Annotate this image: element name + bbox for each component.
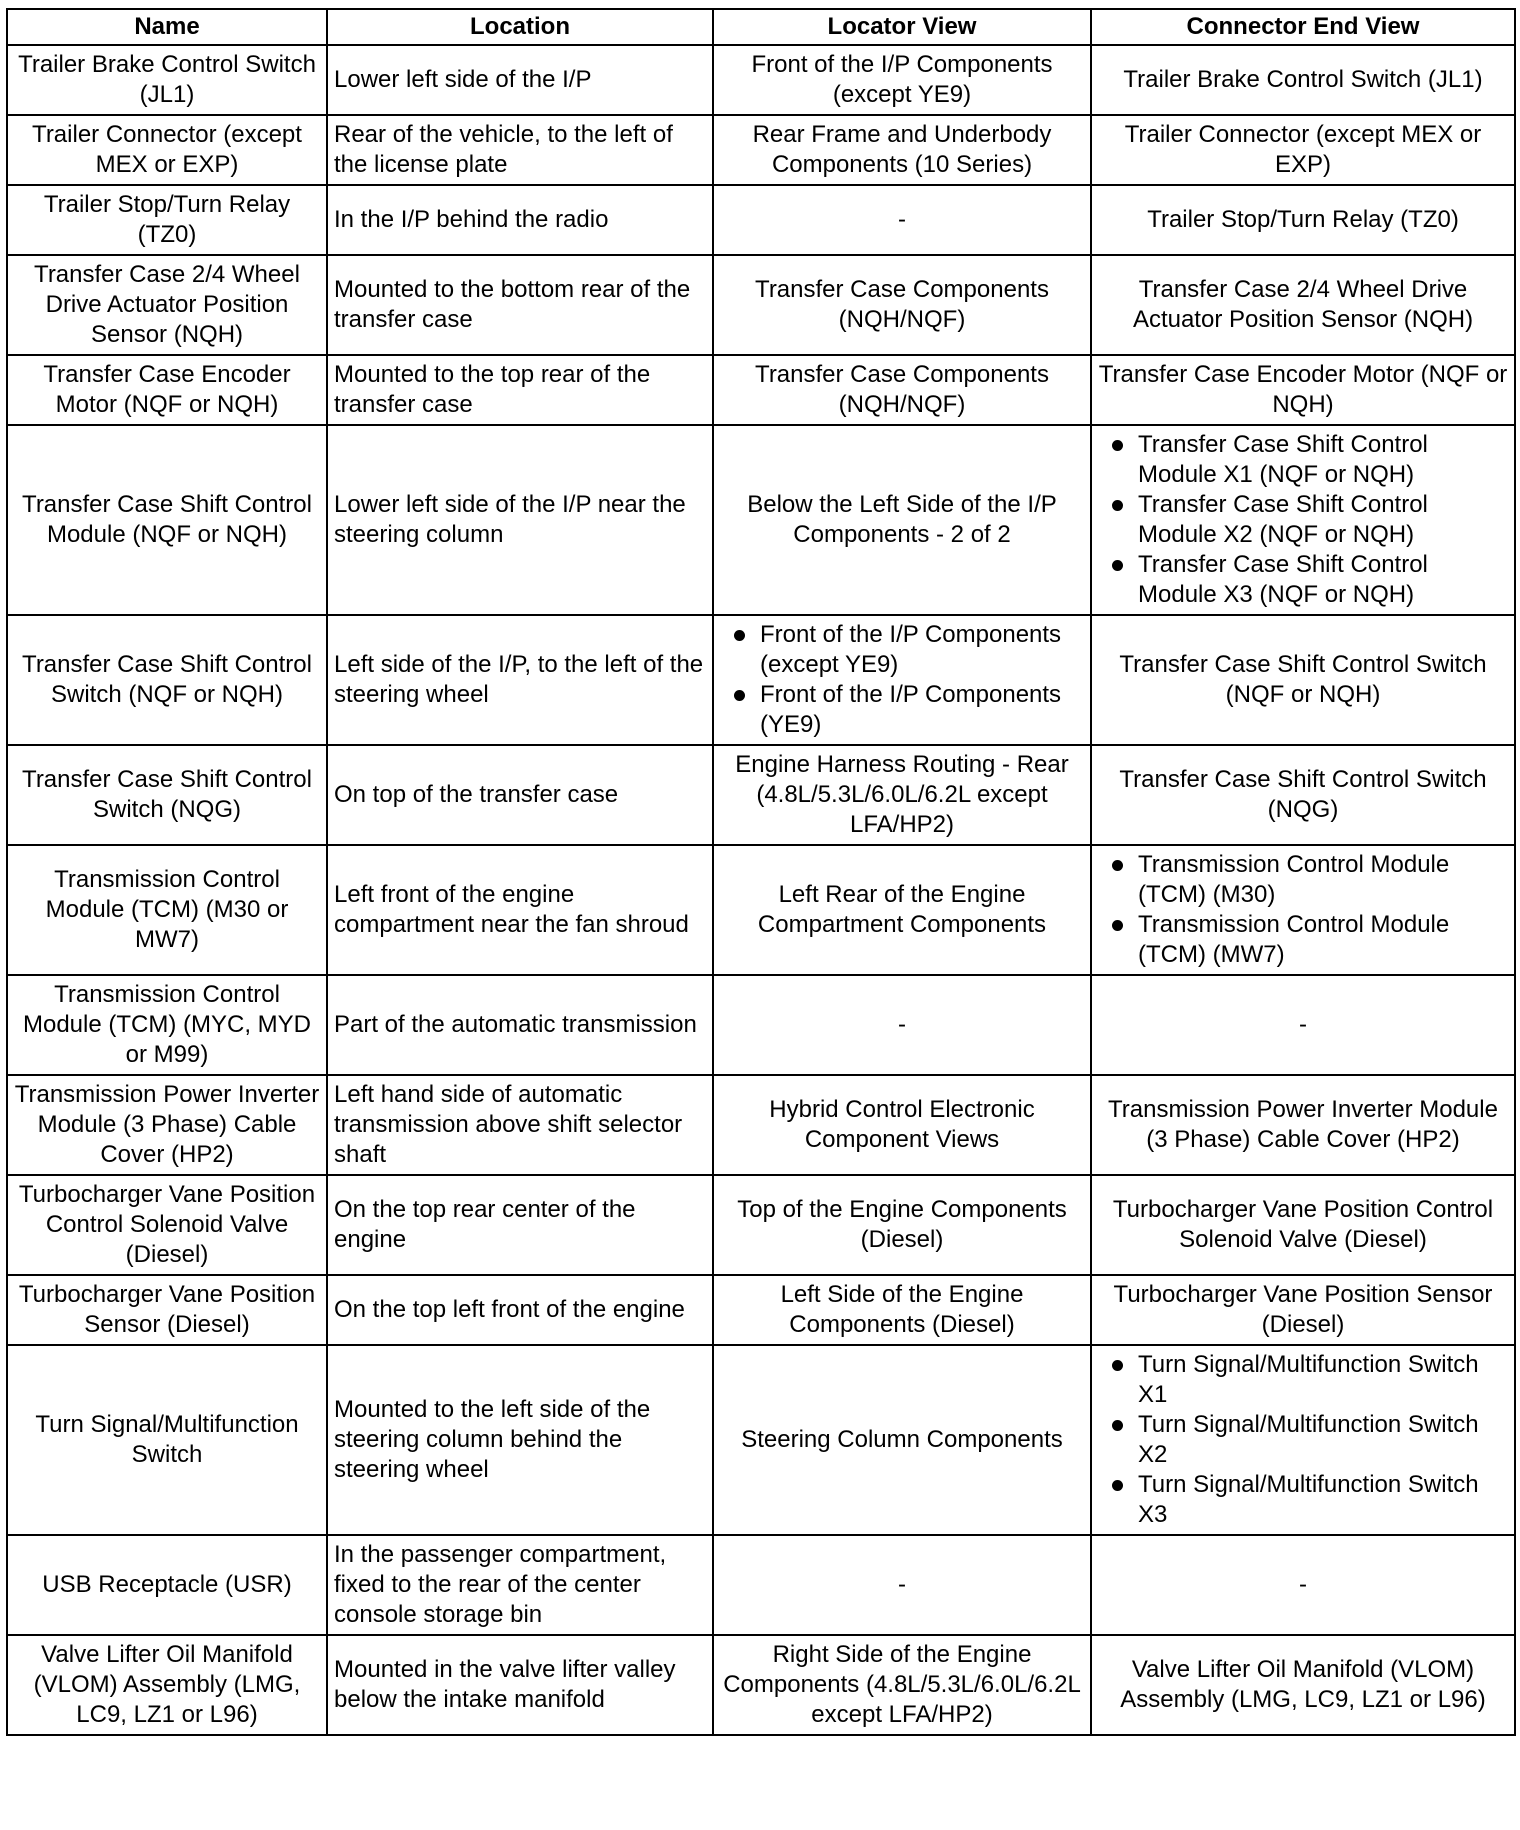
cell-name: Transmission Control Module (TCM) (MYC, MYD or M99) (7, 975, 327, 1075)
cell-location: Left front of the engine compartment near the fan shroud (327, 845, 713, 975)
cell-connector-end-view: - (1091, 1535, 1515, 1635)
cell-name: Transfer Case 2/4 Wheel Drive Actuator Position Sensor (NQH) (7, 255, 327, 355)
header-locator-view: Locator View (713, 9, 1091, 45)
table-row (7, 355, 1515, 425)
header-row (7, 9, 1515, 45)
cell-location: On top of the transfer case (327, 745, 713, 845)
cell-location: Part of the automatic transmission (327, 975, 713, 1075)
header-name: Name (7, 9, 327, 45)
table-row (7, 615, 1515, 745)
cell-name: Transfer Case Shift Control Switch (NQF or NQH) (7, 615, 327, 745)
cell-connector-end-view (1091, 1345, 1515, 1535)
cell-name: Turn Signal/Multifunction Switch (7, 1345, 327, 1535)
cell-connector-end-view: Trailer Connector (except MEX or EXP) (1091, 115, 1515, 185)
cell-location: Rear of the vehicle, to the left of the license plate (327, 115, 713, 185)
table-row (7, 845, 1515, 975)
cell-connector-end-view: Transfer Case Shift Control Switch (NQF or NQH) (1091, 615, 1515, 745)
header-location: Location (327, 9, 713, 45)
bullet-item: Front of the I/P Components (except YE9) (720, 620, 1084, 680)
component-locator-table (6, 8, 1516, 1736)
cell-location: Mounted to the left side of the steering column behind the steering wheel (327, 1345, 713, 1535)
cell-connector-end-view: Turbocharger Vane Position Control Solenoid Valve (Diesel) (1091, 1175, 1515, 1275)
cell-locator-view: Left Side of the Engine Components (Diesel) (713, 1275, 1091, 1345)
cell-location: Lower left side of the I/P near the steering column (327, 425, 713, 615)
cell-name: Transmission Power Inverter Module (3 Phase) Cable Cover (HP2) (7, 1075, 327, 1175)
table-row (7, 115, 1515, 185)
cell-locator-view: Steering Column Components (713, 1345, 1091, 1535)
cell-name: Turbocharger Vane Position Sensor (Diesel) (7, 1275, 327, 1345)
cell-connector-end-view: Transfer Case Encoder Motor (NQF or NQH) (1091, 355, 1515, 425)
table-header (7, 9, 1515, 45)
bullet-item: Transfer Case Shift Control Module X1 (NQF or NQH) (1098, 430, 1508, 490)
bullet-list (1098, 850, 1508, 970)
cell-locator-view: Transfer Case Components (NQH/NQF) (713, 355, 1091, 425)
cell-connector-end-view: - (1091, 975, 1515, 1075)
cell-location: In the I/P behind the radio (327, 185, 713, 255)
cell-name: Valve Lifter Oil Manifold (VLOM) Assembly (LMG, LC9, LZ1 or L96) (7, 1635, 327, 1735)
table-row (7, 45, 1515, 115)
table-row (7, 975, 1515, 1075)
bullet-item: Transmission Control Module (TCM) (M30) (1098, 850, 1508, 910)
cell-location: Mounted to the top rear of the transfer case (327, 355, 713, 425)
cell-name: Trailer Connector (except MEX or EXP) (7, 115, 327, 185)
cell-connector-end-view: Transfer Case 2/4 Wheel Drive Actuator Position Sensor (NQH) (1091, 255, 1515, 355)
cell-location: Mounted to the bottom rear of the transfer case (327, 255, 713, 355)
cell-location: Left side of the I/P, to the left of the steering wheel (327, 615, 713, 745)
bullet-item: Turn Signal/Multifunction Switch X2 (1098, 1410, 1508, 1470)
cell-name: Trailer Stop/Turn Relay (TZ0) (7, 185, 327, 255)
cell-name: Transfer Case Shift Control Module (NQF or NQH) (7, 425, 327, 615)
table-body (7, 45, 1515, 1735)
cell-connector-end-view: Trailer Stop/Turn Relay (TZ0) (1091, 185, 1515, 255)
cell-locator-view (713, 615, 1091, 745)
cell-location: On the top left front of the engine (327, 1275, 713, 1345)
table-row (7, 1275, 1515, 1345)
table-row (7, 1635, 1515, 1735)
cell-locator-view: - (713, 1535, 1091, 1635)
cell-locator-view: Left Rear of the Engine Compartment Components (713, 845, 1091, 975)
bullet-item: Transfer Case Shift Control Module X2 (NQF or NQH) (1098, 490, 1508, 550)
bullet-item: Turn Signal/Multifunction Switch X1 (1098, 1350, 1508, 1410)
cell-locator-view: Transfer Case Components (NQH/NQF) (713, 255, 1091, 355)
cell-location: Lower left side of the I/P (327, 45, 713, 115)
cell-locator-view: Front of the I/P Components (except YE9) (713, 45, 1091, 115)
cell-connector-end-view: Transmission Power Inverter Module (3 Phase) Cable Cover (HP2) (1091, 1075, 1515, 1175)
cell-name: USB Receptacle (USR) (7, 1535, 327, 1635)
bullet-list (1098, 1350, 1508, 1530)
table-row (7, 1345, 1515, 1535)
bullet-item: Transfer Case Shift Control Module X3 (NQF or NQH) (1098, 550, 1508, 610)
cell-locator-view: Engine Harness Routing - Rear (4.8L/5.3L/6.0L/6.2L except LFA/HP2) (713, 745, 1091, 845)
table-row (7, 255, 1515, 355)
cell-locator-view: Below the Left Side of the I/P Components - 2 of 2 (713, 425, 1091, 615)
cell-locator-view: Rear Frame and Underbody Components (10 Series) (713, 115, 1091, 185)
cell-name: Turbocharger Vane Position Control Solenoid Valve (Diesel) (7, 1175, 327, 1275)
cell-locator-view: Right Side of the Engine Components (4.8L/5.3L/6.0L/6.2L except LFA/HP2) (713, 1635, 1091, 1735)
cell-connector-end-view: Trailer Brake Control Switch (JL1) (1091, 45, 1515, 115)
cell-location: Left hand side of automatic transmission above shift selector shaft (327, 1075, 713, 1175)
cell-connector-end-view: Turbocharger Vane Position Sensor (Diesel) (1091, 1275, 1515, 1345)
bullet-item: Transmission Control Module (TCM) (MW7) (1098, 910, 1508, 970)
cell-locator-view: - (713, 975, 1091, 1075)
cell-name: Trailer Brake Control Switch (JL1) (7, 45, 327, 115)
table-row (7, 425, 1515, 615)
cell-name: Transmission Control Module (TCM) (M30 or MW7) (7, 845, 327, 975)
bullet-list (1098, 430, 1508, 610)
bullet-list (720, 620, 1084, 740)
cell-location: On the top rear center of the engine (327, 1175, 713, 1275)
table-row (7, 185, 1515, 255)
cell-locator-view: Hybrid Control Electronic Component Views (713, 1075, 1091, 1175)
cell-connector-end-view: Transfer Case Shift Control Switch (NQG) (1091, 745, 1515, 845)
table-row (7, 1535, 1515, 1635)
cell-connector-end-view (1091, 425, 1515, 615)
cell-connector-end-view: Valve Lifter Oil Manifold (VLOM) Assembly (LMG, LC9, LZ1 or L96) (1091, 1635, 1515, 1735)
cell-location: Mounted in the valve lifter valley below the intake manifold (327, 1635, 713, 1735)
bullet-item: Front of the I/P Components (YE9) (720, 680, 1084, 740)
cell-location: In the passenger compartment, fixed to the rear of the center console storage bin (327, 1535, 713, 1635)
bullet-item: Turn Signal/Multifunction Switch X3 (1098, 1470, 1508, 1530)
table-row (7, 1075, 1515, 1175)
header-connector-end-view: Connector End View (1091, 9, 1515, 45)
cell-connector-end-view (1091, 845, 1515, 975)
cell-locator-view: - (713, 185, 1091, 255)
cell-name: Transfer Case Encoder Motor (NQF or NQH) (7, 355, 327, 425)
table-row (7, 1175, 1515, 1275)
table-row (7, 745, 1515, 845)
cell-locator-view: Top of the Engine Components (Diesel) (713, 1175, 1091, 1275)
cell-name: Transfer Case Shift Control Switch (NQG) (7, 745, 327, 845)
